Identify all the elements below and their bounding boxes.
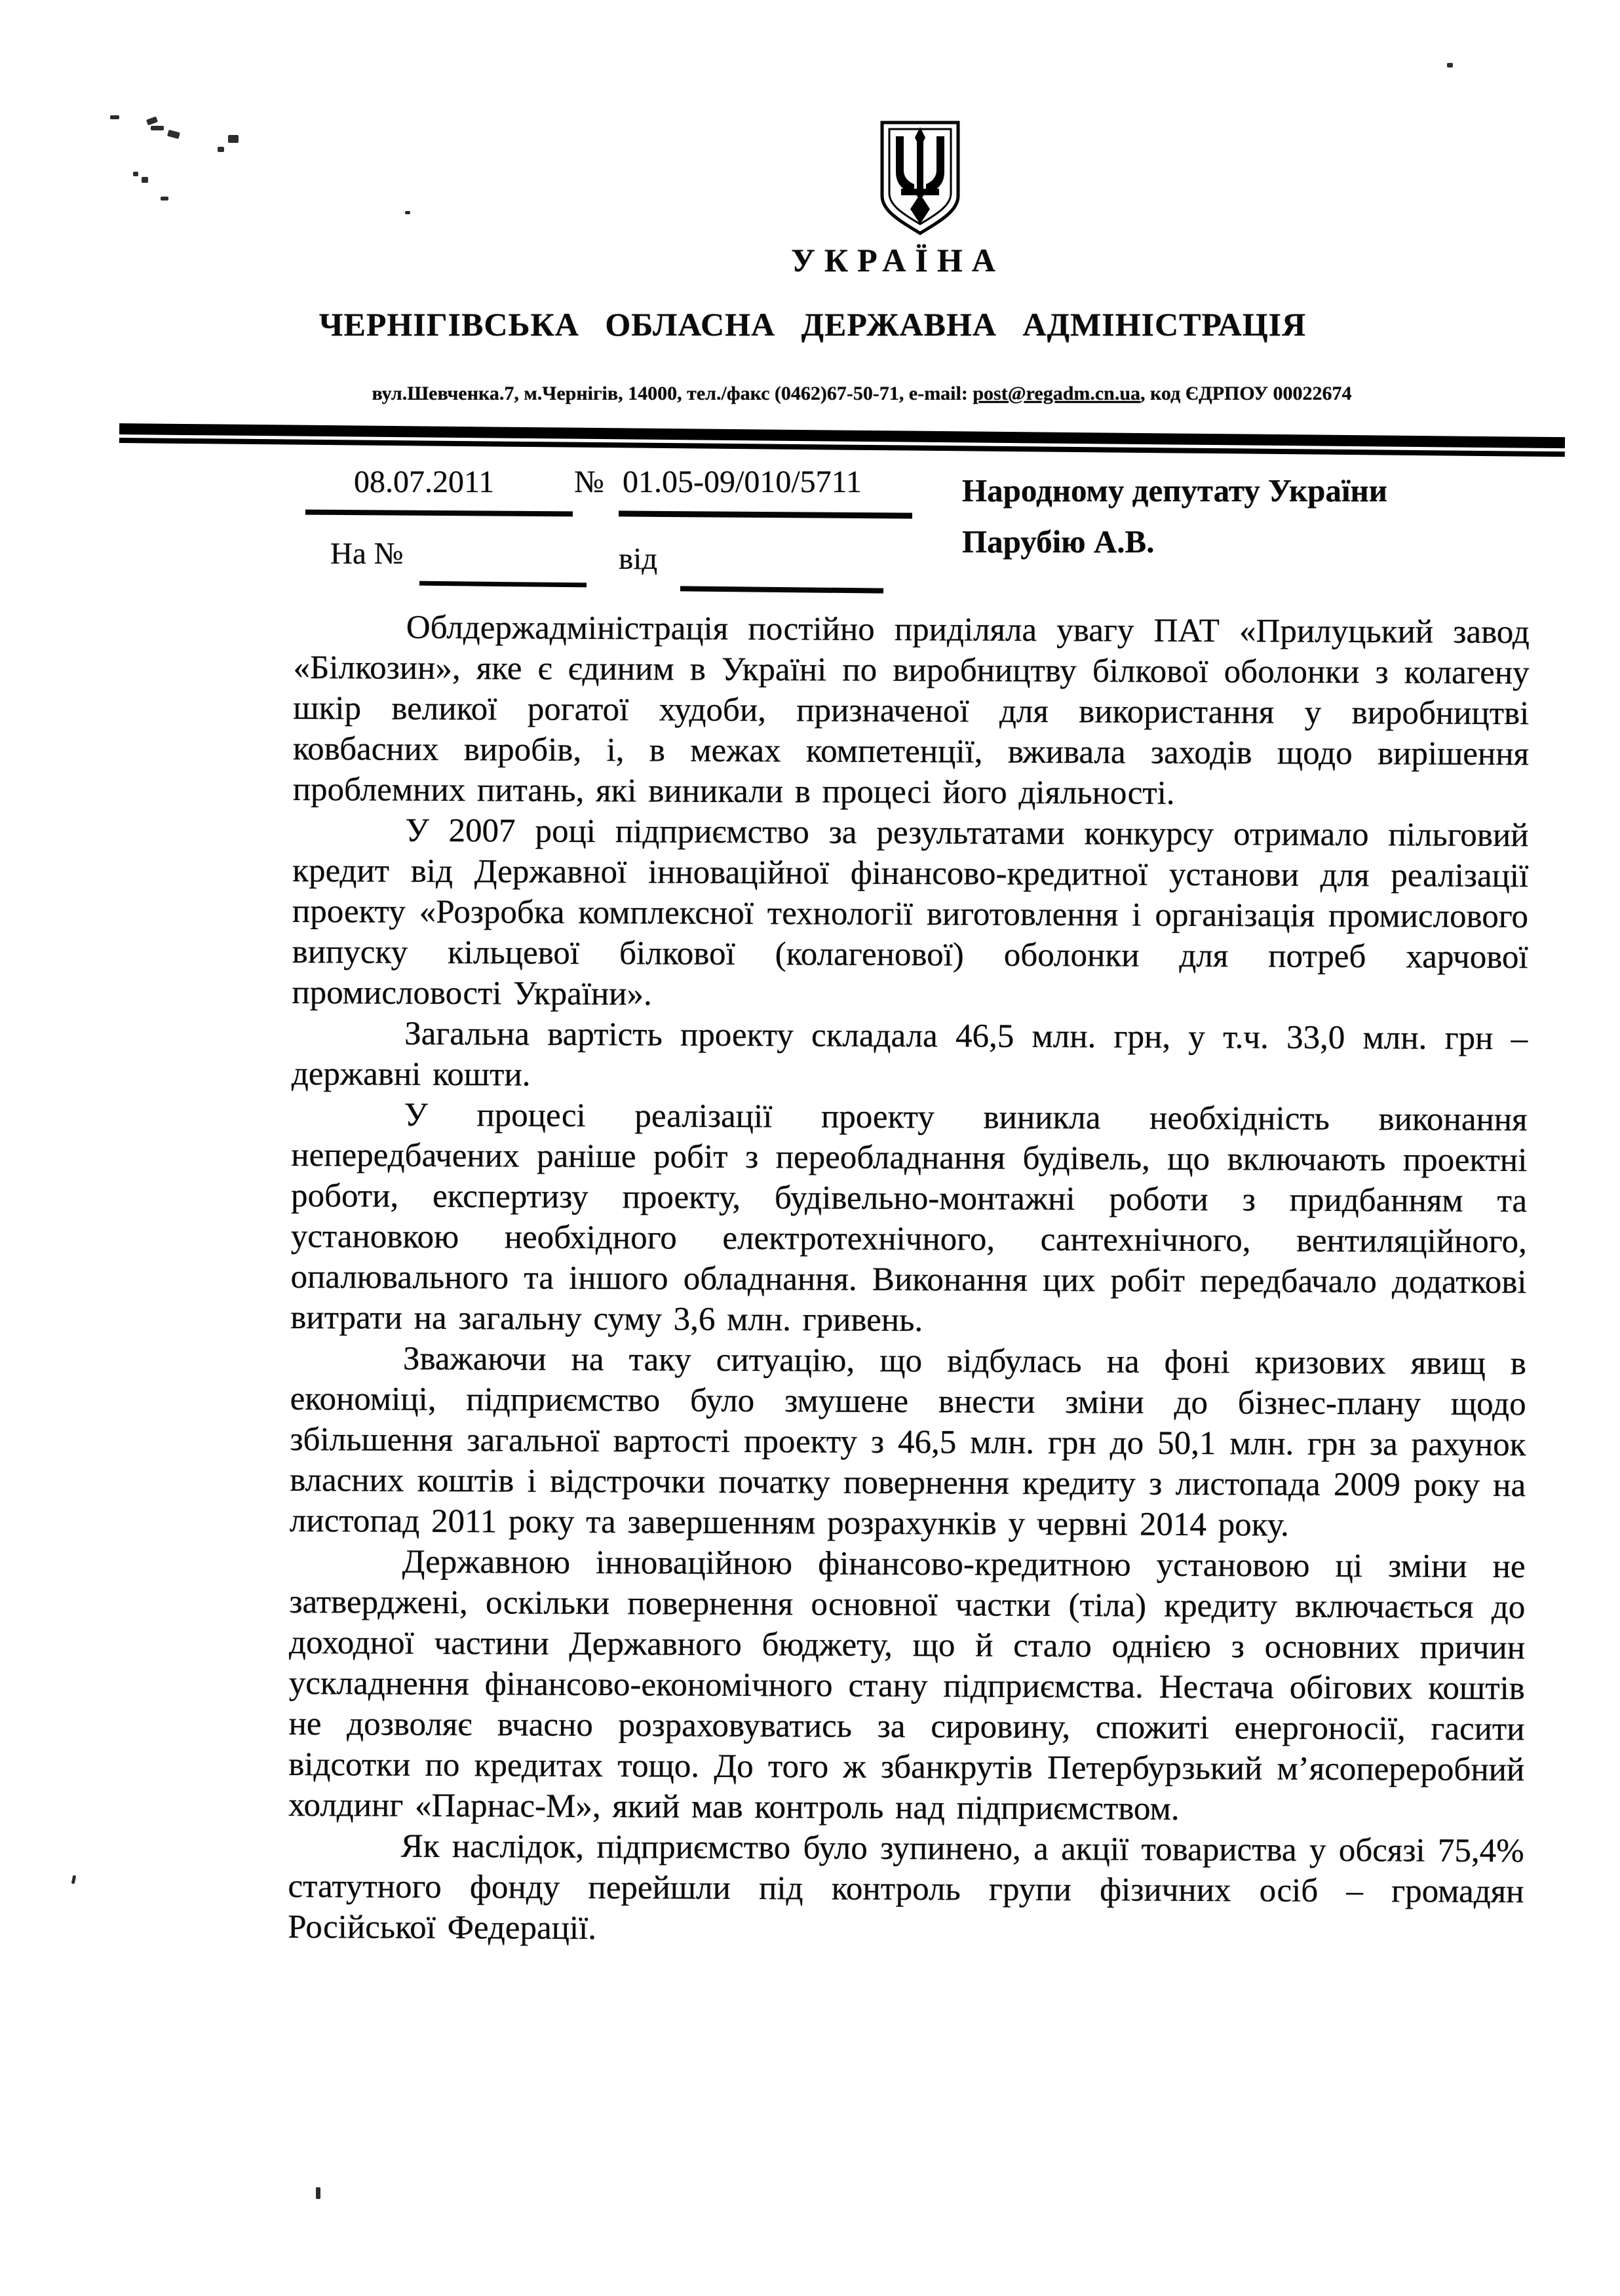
organization-name: ЧЕРНІГІВСЬКА ОБЛАСНА ДЕРЖАВНА АДМІНІСТРАЦІЯ bbox=[318, 306, 1307, 343]
date-underline bbox=[305, 510, 573, 517]
reply-to-label: На № bbox=[330, 537, 404, 571]
paragraph: Як наслідок, підприємство було зупинено, а акції товариства у обсязі 75,4% статутного фонду перейшли під контроль групи фізичних осіб – громадян Російської Федерації. bbox=[288, 1827, 1524, 1947]
addressee-block bbox=[962, 465, 1387, 567]
scan-speck bbox=[405, 211, 410, 214]
scan-speck bbox=[71, 1875, 77, 1885]
email-text: post@regadm.cn.ua bbox=[973, 383, 1141, 404]
country-name: УКРАЇНА bbox=[791, 242, 1005, 278]
contact-address: вул.Шевченка.7, м.Чернігів, 14000, тел./факс (0462)67-50-71, e-mail: bbox=[372, 383, 973, 404]
paragraph: Облдержадміністрація постійно приділяла увагу ПАТ «Прилуцький завод «Білкозин», яке є єдиним в Україні по виробництву білкової оболонки з колагену шкір великої рогатої худоби, призначеної для використання у виробництві ковбасних виробів, і, в межах компетенції, вживала заходів щодо вирішення проблемних питань, які виникали в процесі його діяльності. bbox=[292, 609, 1530, 812]
scan-speck bbox=[133, 172, 138, 176]
paragraph: Державною інноваційною фінансово-кредитною установою ці зміни не затверджені, оскільки повернення основної частки (тіла) кредиту включається до доходної частини Державного бюджету, що й стало однією з основних причин ускладнення фінансово-економічного стану підприємства. Нестача обігових коштів не дозволяє вчасно розраховуватись за сировину, спожиті енергоносії, гасити відсотки по кредитах тощо. До того ж збанкрутів Петербурзький м’ясопереробний холдинг «Парнас-М», який мав контроль над підприємством. bbox=[288, 1543, 1526, 1827]
scan-speck bbox=[146, 117, 158, 126]
paragraph: У процесі реалізації проекту виникла необхідність виконання непередбачених раніше робіт з переобладнання будівель, що включають проектні роботи, експертизу проекту, будівельно-монтажні роботи з придбанням та установкою необхідного електротехнічного, сантехнічного, вентиляційного, опалювального та іншого обладнання. Виконання цих робіт передбачало додаткові витрати на загальну суму 3,6 млн. гривень. bbox=[290, 1096, 1528, 1339]
paragraph: Зважаючи на таку ситуацію, що відбулась на фоні кризових явищ в економіці, підприємство було змушене внести зміни до бізнес-плану щодо збільшення загальної вартості проекту з 46,5 млн. грн до 50,1 млн. грн за рахунок власних коштів і відстрочки початку повернення кредиту з листопада 2009 року на листопад 2011 року та завершенням розрахунків у червні 2014 року. bbox=[289, 1340, 1527, 1544]
scan-speck bbox=[161, 197, 168, 201]
outgoing-date: 08.07.2011 bbox=[354, 465, 495, 499]
contact-line bbox=[98, 383, 1620, 405]
scan-speck bbox=[151, 126, 164, 130]
scan-speck bbox=[110, 115, 119, 119]
scan-speck bbox=[142, 177, 148, 183]
addressee-title: Народному депутату України bbox=[962, 472, 1388, 508]
ukraine-trident-emblem-icon bbox=[876, 119, 964, 236]
scan-speck bbox=[316, 2187, 320, 2199]
outgoing-number: 01.05-09/010/5711 bbox=[623, 465, 862, 499]
scan-speck bbox=[228, 135, 239, 143]
scan-speck bbox=[218, 147, 224, 152]
reply-date-blank-line bbox=[680, 586, 883, 593]
paragraph: Загальна вартість проекту складала 46,5 млн. грн, у т.ч. 33,0 млн. грн – державні кошти. bbox=[291, 1015, 1528, 1094]
reply-date-label: від bbox=[619, 542, 658, 576]
reply-number-blank-line bbox=[419, 581, 587, 588]
letter-body bbox=[288, 607, 1530, 1953]
number-underline bbox=[619, 510, 912, 518]
paragraph: У 2007 році підприємство за результатами конкурсу отримало пільговий кредит від Державної інноваційної фінансово-кредитної установи для реалізації проекту «Розробка комплексної технології виготовлення і організація промислового випуску кільцевої білкової (колагенової) оболонки для потреб харчової промисловості України». bbox=[292, 812, 1529, 1013]
letterhead-divider-rule bbox=[119, 423, 1565, 457]
addressee-name: Парубію А.В. bbox=[962, 524, 1155, 560]
number-sign: № bbox=[574, 465, 604, 499]
contact-code: , код ЄДРПОУ 00022674 bbox=[1140, 383, 1352, 404]
scan-speck bbox=[167, 130, 180, 139]
scan-speck bbox=[1447, 63, 1453, 67]
